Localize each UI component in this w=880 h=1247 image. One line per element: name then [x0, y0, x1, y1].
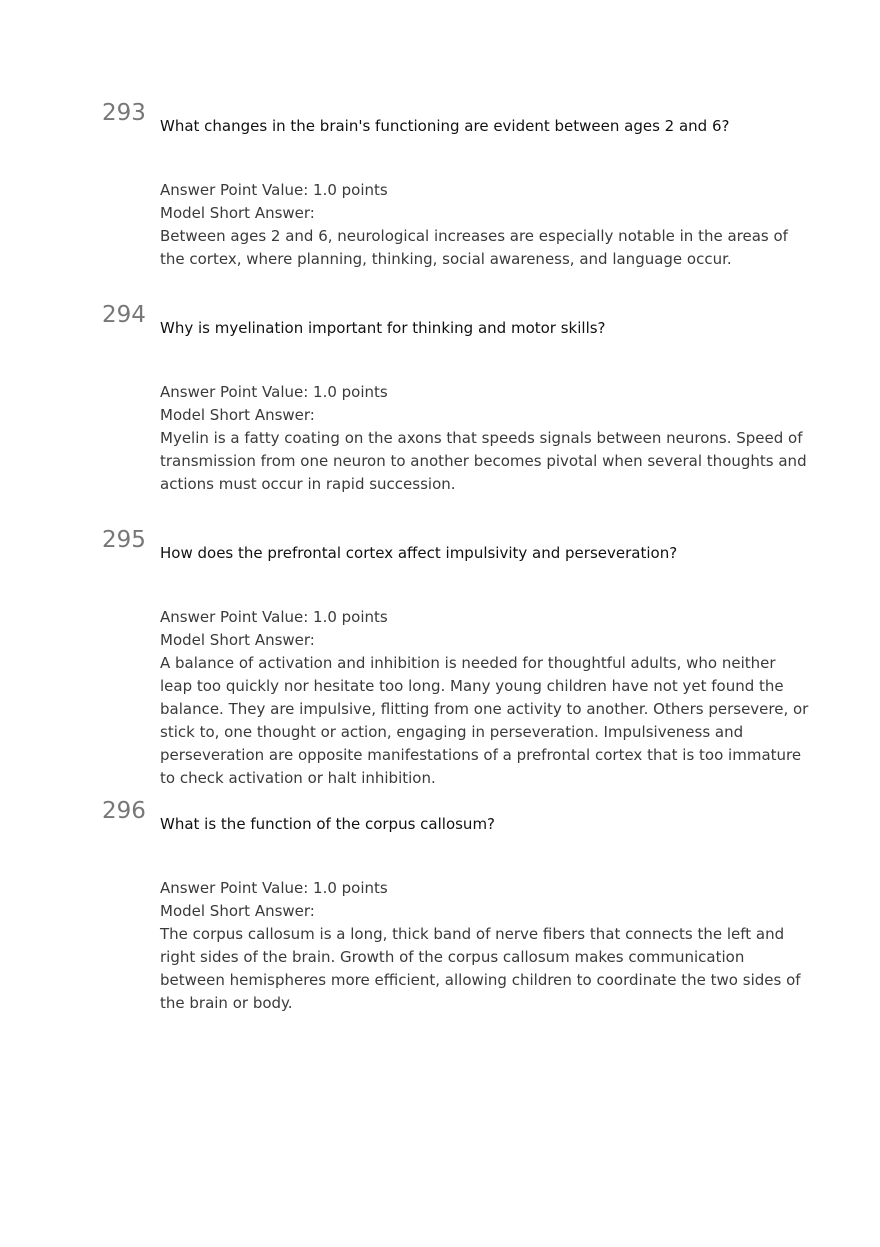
answer-point-value: Answer Point Value: 1.0 points	[160, 879, 388, 897]
answer-block	[160, 381, 810, 496]
question-number: 293	[102, 100, 146, 126]
answer-label: Model Short Answer:	[160, 902, 315, 920]
answer-text: Myelin is a fatty coating on the axons that speeds signals between neurons. Speed of transmission from one neuron to another becomes pivotal when several thoughts and actions must occur in rapid succession.	[160, 429, 807, 493]
question-prompt: What changes in the brain's functioning are evident between ages 2 and 6?	[160, 117, 730, 135]
answer-block	[160, 179, 810, 271]
answer-label: Model Short Answer:	[160, 631, 315, 649]
question-prompt: How does the prefrontal cortex affect impulsivity and perseveration?	[160, 544, 678, 562]
question-prompt: What is the function of the corpus callosum?	[160, 815, 496, 833]
answer-text: Between ages 2 and 6, neurological increases are especially notable in the areas of the cortex, where planning, thinking, social awareness, and language occur.	[160, 227, 788, 268]
answer-text: The corpus callosum is a long, thick band of nerve fibers that connects the left and right sides of the brain. Growth of the corpus callosum makes communication between hemispheres more efficient, allowing children to coordinate the two sides of the brain or body.	[160, 925, 801, 1012]
answer-label: Model Short Answer:	[160, 406, 315, 424]
answer-block	[160, 606, 810, 790]
answer-point-value: Answer Point Value: 1.0 points	[160, 608, 388, 626]
answer-text: A balance of activation and inhibition is needed for thoughtful adults, who neither leap too quickly nor hesitate too long. Many young children have not yet found the balance. They are impulsive, flitting from one activity to another. Others persevere, or stick to, one thought or action, engaging in perseveration. Impulsiveness and perseveration are opposite manifestations of a prefrontal cortex that is too immature to check activation or halt inhibition.	[160, 654, 809, 787]
answer-point-value: Answer Point Value: 1.0 points	[160, 383, 388, 401]
question-number: 294	[102, 302, 146, 328]
answer-label: Model Short Answer:	[160, 204, 315, 222]
question-number: 296	[102, 798, 146, 824]
question-prompt: Why is myelination important for thinking and motor skills?	[160, 319, 606, 337]
question-number: 295	[102, 527, 146, 553]
answer-block	[160, 877, 810, 1015]
answer-point-value: Answer Point Value: 1.0 points	[160, 181, 388, 199]
